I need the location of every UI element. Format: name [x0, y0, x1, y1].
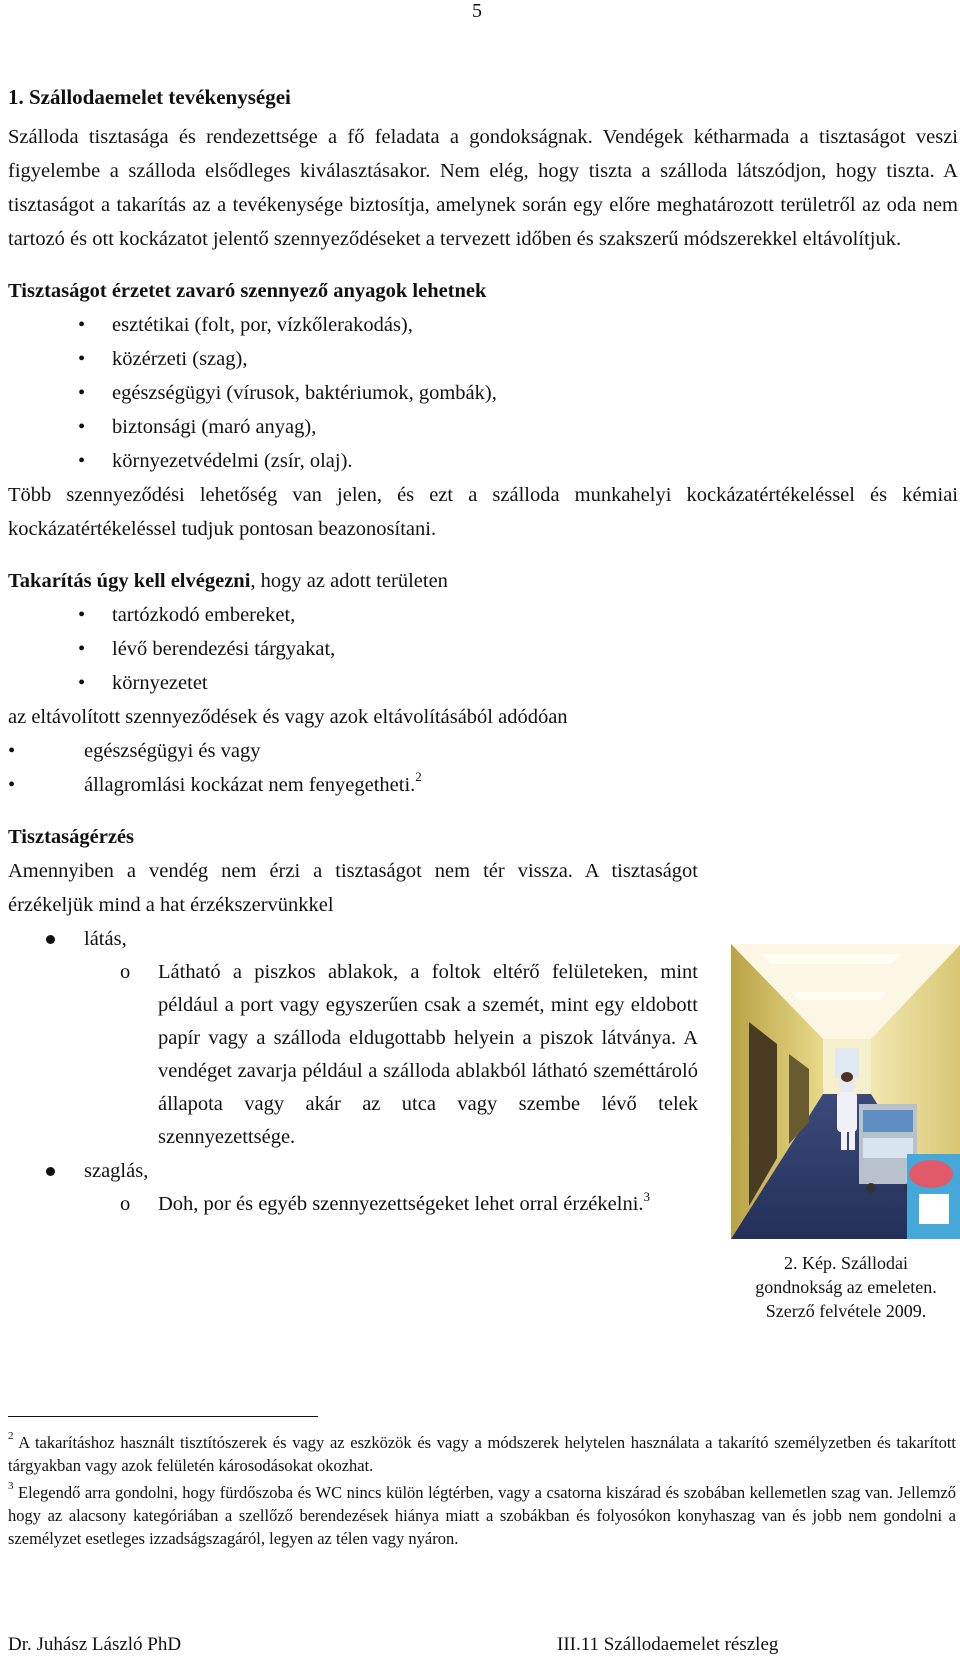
pollutants-list	[8, 308, 958, 478]
document-body	[8, 80, 958, 1321]
sense-sub-text: Doh, por és egyéb szennyezettségeket lehet orral érzékelni.	[158, 1193, 644, 1215]
sense-item	[8, 1154, 698, 1221]
list-item: • környezetvédelmi (zsír, olaj).	[8, 444, 958, 478]
list-item-text: állagromlási kockázat nem fenyegetheti.	[84, 774, 416, 796]
pollutants-heading: Tisztaságot érzetet zavaró szennyező anyagok lehetnek	[8, 280, 487, 302]
bullet-dot-icon	[46, 1167, 55, 1176]
risk-list	[8, 734, 958, 802]
footnote-ref: 2	[415, 769, 422, 784]
sense-sublist	[8, 956, 698, 1154]
sense-label: szaglás,	[84, 1160, 149, 1182]
list-item: • tartózkodó embereket,	[8, 598, 958, 632]
intro-paragraph: Szálloda tisztasága és rendezettsége a fő feladata a gondokságnak. Vendégek kétharmada a tisztaságot veszi figyelembe a szálloda elsődleges kiválasztásakor. Nem elég, hogy tiszta a szálloda látszódjon, hogy tiszta. A tisztaságot a takarítás az a tevékenysége biztosítja, amelynek során egy előre meghatározott területről az oda nem tartozó és ott kockázatot jelentő szennyeződéseket a tervezett időben és szakszerű módszerekkel eltávolítjuk.	[8, 126, 958, 250]
sense-item	[8, 922, 698, 1154]
corridor-illustration-icon	[731, 944, 960, 1239]
cleanliness-feeling-section	[8, 820, 958, 1321]
caption-line: Szerző felvétele 2009.	[765, 1301, 927, 1321]
list-item: • esztétikai (folt, por, vízkőlerakodás),	[8, 308, 958, 342]
caption-line: gondnokság az emeleten.	[755, 1277, 937, 1297]
sense-sub-item	[8, 956, 698, 1154]
page-number: 5	[472, 0, 482, 22]
hotel-corridor-photo	[731, 944, 960, 1239]
photo-caption	[728, 1251, 960, 1323]
footnotes	[8, 1416, 956, 1554]
footer-author: Dr. Juhász László PhD	[8, 1634, 182, 1655]
bullet-dot-icon	[46, 935, 55, 944]
sub-marker: o	[120, 961, 131, 983]
footer-chapter: III.11 Szállodaemelet részleg	[557, 1634, 779, 1655]
footnote-number: 3	[8, 1480, 14, 1492]
list-item: • biztonsági (maró anyag),	[8, 410, 958, 444]
footnote-divider	[8, 1416, 318, 1417]
sense-sub-text: Látható a piszkos ablakok, a foltok eltérő felületeken, mint például a port vagy egyszerűen csak a szemét, mint egy eldobott papír vagy a szálloda eldugottabb helyein a piszok látványa. A vendéget zavarja például a szálloda ablakból látható szeméttároló állapota vagy akár az utca vagy szembe lévő telek szennyezettsége.	[158, 961, 698, 1148]
list-item: • egészségügyi és vagy	[8, 734, 958, 768]
cleaning-lead-rest: , hogy az adott területen	[250, 570, 448, 592]
footnote	[8, 1431, 956, 1477]
photo-figure	[728, 944, 960, 1323]
footnote	[8, 1481, 956, 1550]
cleaning-list	[8, 598, 958, 700]
footnote-number: 2	[8, 1430, 14, 1442]
sense-sublist	[8, 1188, 698, 1221]
list-item: • egészségügyi (vírusok, baktériumok, gombák),	[8, 376, 958, 410]
cleaning-lead-bold: Takarítás úgy kell elvégezni	[8, 570, 251, 592]
list-item: • lévő berendezési tárgyakat,	[8, 632, 958, 666]
senses-list	[8, 922, 698, 1221]
list-item: • közérzeti (szag),	[8, 342, 958, 376]
section-title: 1. Szállodaemelet tevékenységei	[8, 85, 291, 109]
footnote-text: Elegendő arra gondolni, hogy fürdőszoba és WC nincs külön légtérben, vagy a csatorna kiszárad és szobában kellemetlen szag van. Jellemző hogy az alacsony kategóriában a szellőző berendezések hiánya miatt a szobákban és folyosókon konyhaszag van és jobb nem gondolni a személyzet esetleges izzadságszagáról, legyen az télen vagy nyáron.	[8, 1483, 956, 1548]
sense-label: látás,	[84, 928, 127, 950]
feeling-text	[8, 820, 698, 1221]
pollutants-after: Több szennyeződési lehetőség van jelen, és ezt a szálloda munkahelyi kockázatértékeléssel és kémiai kockázatértékeléssel tudjuk pontosan beazonosítani.	[8, 484, 958, 540]
caption-line: 2. Kép. Szállodai	[784, 1253, 908, 1273]
cleaning-lead	[8, 564, 958, 598]
feeling-intro: Amennyiben a vendég nem érzi a tisztaságot nem tér vissza. A tisztaságot érzékeljük mind a hat érzékszervünkkel	[8, 860, 698, 916]
footnote-text: A takarításhoz használt tisztítószerek és vagy az eszközök és vagy a módszerek helytelen használata a takarító személyzetben és takarított tárgyakban vagy azok felületén károsodásokat okozhat.	[8, 1433, 956, 1475]
sense-sub-item	[8, 1188, 698, 1221]
footnote-ref: 3	[643, 1189, 651, 1204]
sub-marker: o	[120, 1193, 131, 1215]
cleaning-middle: az eltávolított szennyeződések és vagy azok eltávolításából adódóan	[8, 706, 568, 728]
list-item	[8, 768, 958, 802]
list-item: • környezetet	[8, 666, 958, 700]
feeling-heading: Tisztaságérzés	[8, 826, 135, 848]
